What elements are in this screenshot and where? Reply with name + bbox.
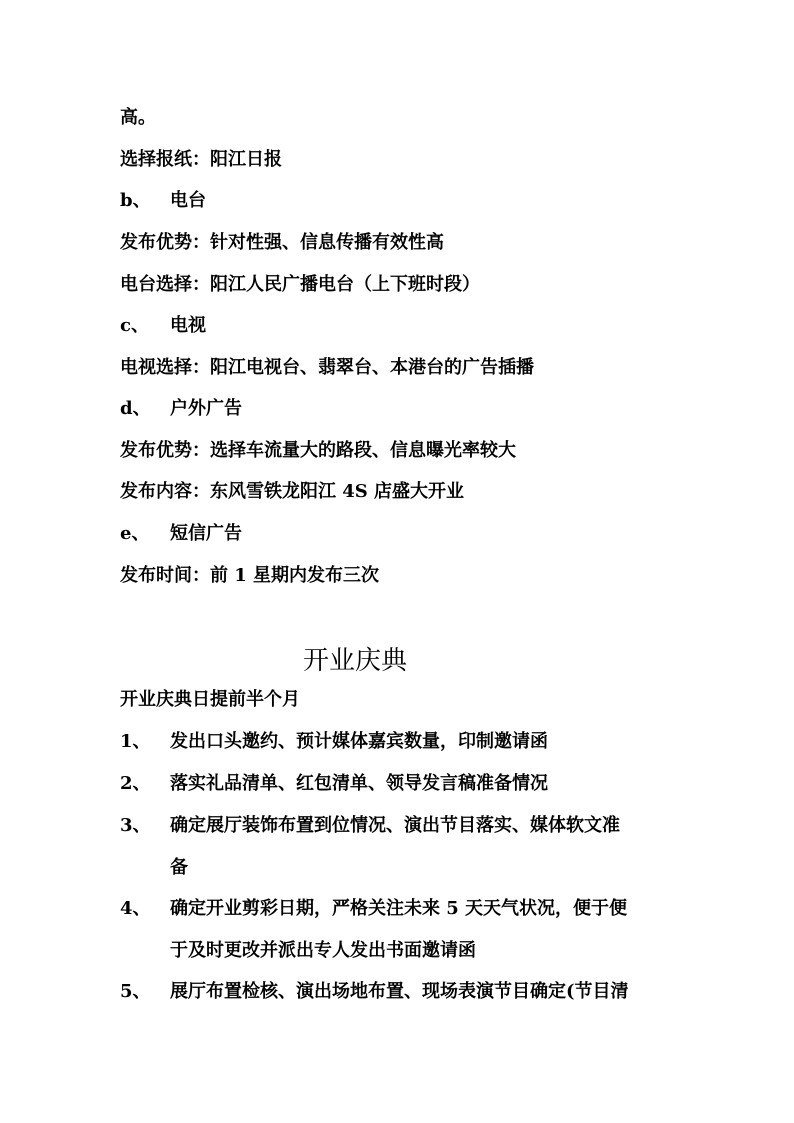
paragraph-line: 选择报纸：阳江日报 [120,149,282,170]
subheading-tv [120,314,206,338]
list-item [120,980,690,1004]
paragraph-line: 发布优势：针对性强、信息传播有效性高 [120,232,444,253]
list-text: 展厅布置检核、演出场地布置、现场表演节目确定(节目清 [170,981,629,1002]
list-item [120,897,690,963]
list-item [120,730,690,754]
list-marker: d、 [120,398,151,419]
list-text-continued: 于及时更改并派出专人发出书面邀请函 [170,940,476,961]
list-marker: b、 [120,190,151,211]
subheading-sms [120,522,242,546]
paragraph-line: 发布时间：前 1 星期内发布三次 [120,565,380,586]
subheading-label: 电视 [170,315,206,336]
section-title: 开业庆典 [302,646,407,676]
list-number: 4、 [120,898,151,919]
subheading-label: 户外广告 [170,398,242,419]
list-text-continued: 备 [170,857,188,878]
section-intro: 开业庆典日提前半个月 [120,689,300,710]
subheading-outdoor [120,397,242,421]
list-text: 发出口头邀约、预计媒体嘉宾数量，印制邀请函 [170,731,548,752]
list-item [120,772,690,796]
subheading-label: 短信广告 [170,523,242,544]
paragraph-line: 发布优势：选择车流量大的路段、信息曝光率较大 [120,440,516,461]
paragraph-line: 高。 [120,107,156,128]
list-item [120,814,690,880]
list-text: 确定展厅装饰布置到位情况、演出节目落实、媒体软文准 [170,815,620,836]
paragraph-line: 发布内容：东风雪铁龙阳江 4S 店盛大开业 [120,481,465,502]
list-text: 落实礼品清单、红包清单、领导发言稿准备情况 [170,773,548,794]
list-number: 5、 [120,981,151,1002]
subheading-radio [120,189,206,213]
subheading-label: 电台 [170,190,206,211]
list-number: 1、 [120,731,151,752]
paragraph-line: 电视选择：阳江电视台、翡翠台、本港台的广告插播 [120,357,534,378]
list-marker: c、 [120,315,149,336]
paragraph-line: 电台选择：阳江人民广播电台（上下班时段） [120,274,480,295]
list-marker: e、 [120,523,150,544]
list-number: 3、 [120,815,151,836]
list-text: 确定开业剪彩日期，严格关注未来 5 天天气状况，便于便 [170,898,628,919]
list-number: 2、 [120,773,151,794]
